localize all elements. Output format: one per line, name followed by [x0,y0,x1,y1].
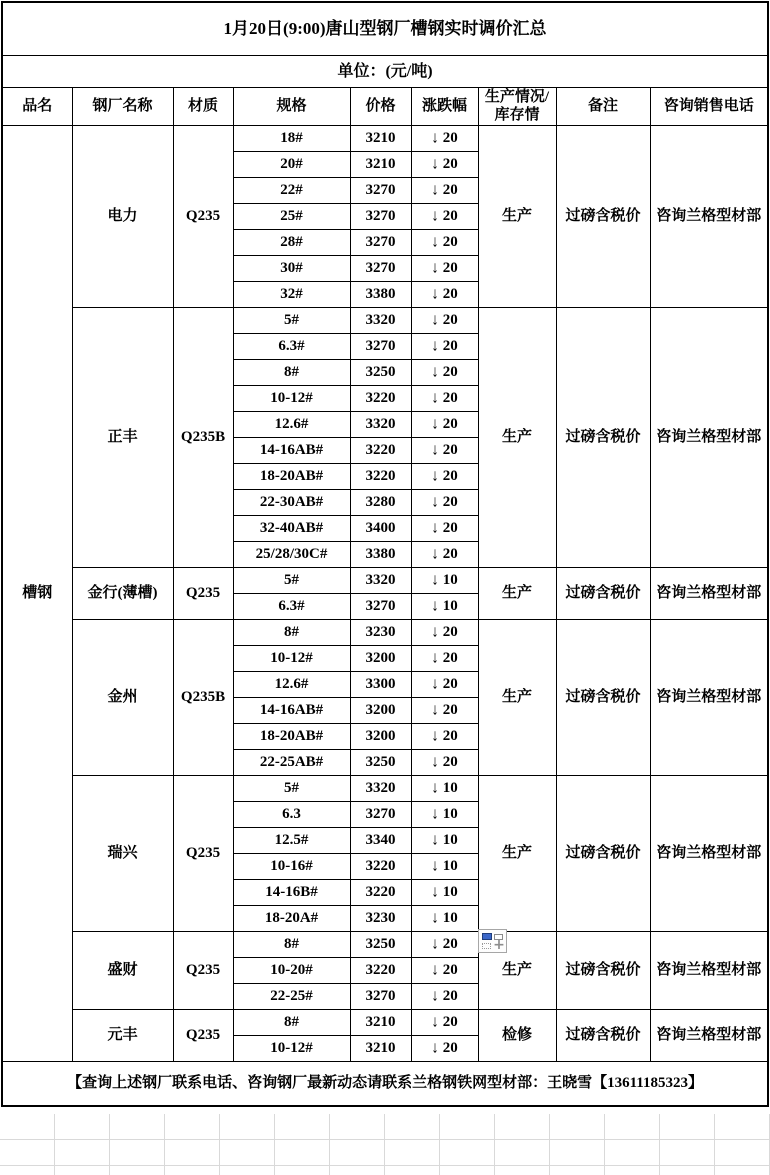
down-arrow-icon: ↓ [431,675,439,693]
change-cell [411,620,478,646]
spec-cell: 10-12# [233,646,350,672]
change-value: 20 [442,936,458,953]
down-arrow-icon: ↓ [431,441,439,459]
price-table [1,1,769,1107]
price-cell: 3200 [350,698,411,724]
material-cell: Q235 [173,568,233,620]
down-arrow-icon: ↓ [431,987,439,1005]
factory-name-cell: 金州 [72,620,173,776]
change-cell [411,490,478,516]
price-cell: 3270 [350,204,411,230]
change-value: 10 [442,780,458,797]
down-arrow-icon: ↓ [431,519,439,537]
price-cell: 3300 [350,672,411,698]
change-cell [411,802,478,828]
col-header-spec: 规格 [233,88,350,126]
down-arrow-icon: ↓ [431,155,439,173]
price-cell: 3230 [350,906,411,932]
col-header-remark: 备注 [556,88,650,126]
change-cell [411,724,478,750]
price-cell: 3210 [350,126,411,152]
down-arrow-icon: ↓ [431,467,439,485]
down-arrow-icon: ↓ [431,415,439,433]
change-value: 20 [442,520,458,537]
spec-cell: 6.3 [233,802,350,828]
spec-cell: 32# [233,282,350,308]
status-cell: 生产 [478,568,556,620]
empty-cells-gridlines [0,1114,770,1175]
down-arrow-icon: ↓ [431,363,439,381]
change-value: 20 [442,208,458,225]
change-value: 20 [442,156,458,173]
price-cell: 3270 [350,256,411,282]
price-cell: 3200 [350,724,411,750]
down-arrow-icon: ↓ [431,857,439,875]
change-value: 20 [442,130,458,147]
down-arrow-icon: ↓ [431,311,439,329]
price-cell: 3400 [350,516,411,542]
down-arrow-icon: ↓ [431,961,439,979]
table-header-row [2,88,768,126]
factory-name-cell: 瑞兴 [72,776,173,932]
down-arrow-icon: ↓ [431,493,439,511]
spec-cell: 5# [233,776,350,802]
change-value: 20 [442,728,458,745]
paste-options-plus-icon: + [493,937,505,953]
down-arrow-icon: ↓ [431,1039,439,1057]
table-row [2,568,768,594]
spec-cell: 22-25# [233,984,350,1010]
spec-cell: 18-20AB# [233,724,350,750]
spec-cell: 14-16AB# [233,698,350,724]
col-header-change: 涨跌幅 [411,88,478,126]
spec-cell: 12.5# [233,828,350,854]
price-cell: 3230 [350,620,411,646]
remark-cell: 过磅含税价 [556,568,650,620]
change-cell [411,906,478,932]
paste-options-dashed-rect-icon [482,943,491,949]
price-cell: 3320 [350,412,411,438]
change-value: 10 [442,858,458,875]
down-arrow-icon: ↓ [431,571,439,589]
change-value: 20 [442,546,458,563]
down-arrow-icon: ↓ [431,831,439,849]
down-arrow-icon: ↓ [431,207,439,225]
change-cell [411,542,478,568]
change-cell [411,282,478,308]
status-cell: 生产 [478,932,556,1010]
down-arrow-icon: ↓ [431,285,439,303]
spec-cell: 22-30AB# [233,490,350,516]
change-value: 20 [442,1040,458,1057]
price-cell: 3220 [350,438,411,464]
change-value: 20 [442,624,458,641]
factory-name-cell: 元丰 [72,1010,173,1062]
spec-cell: 5# [233,308,350,334]
material-cell: Q235 [173,932,233,1010]
price-cell: 3250 [350,750,411,776]
price-cell: 3250 [350,932,411,958]
change-value: 20 [442,676,458,693]
price-cell: 3340 [350,828,411,854]
down-arrow-icon: ↓ [431,337,439,355]
change-cell [411,828,478,854]
change-cell [411,932,478,958]
spec-cell: 14-16AB# [233,438,350,464]
change-cell [411,1036,478,1062]
spec-cell: 22-25AB# [233,750,350,776]
change-cell [411,958,478,984]
change-cell [411,308,478,334]
change-value: 10 [442,910,458,927]
contact-cell: 咨询兰格型材部 [650,568,768,620]
spec-cell: 8# [233,932,350,958]
status-cell: 生产 [478,126,556,308]
spec-cell: 25/28/30C# [233,542,350,568]
table-row [2,56,768,88]
change-cell [411,464,478,490]
table-row [2,1062,768,1107]
footer-notice: 【查询上述钢厂联系电话、咨询钢厂最新动态请联系兰格钢铁网型材部：王晓雪【13611185323】 [2,1062,768,1107]
table-row [2,2,768,56]
price-cell: 3380 [350,282,411,308]
factory-name-cell: 金行(薄槽) [72,568,173,620]
change-cell [411,568,478,594]
change-value: 20 [442,312,458,329]
spec-cell: 10-12# [233,1036,350,1062]
change-value: 20 [442,988,458,1005]
down-arrow-icon: ↓ [431,623,439,641]
change-cell [411,750,478,776]
page-title: 1月20日(9:00)唐山型钢厂槽钢实时调价汇总 [2,2,768,56]
change-cell [411,1010,478,1036]
col-header-status: 生产情况/库存情 [478,88,556,126]
table-row [2,932,768,958]
remark-cell: 过磅含税价 [556,776,650,932]
spec-cell: 6.3# [233,334,350,360]
price-cell: 3320 [350,568,411,594]
down-arrow-icon: ↓ [431,805,439,823]
price-cell: 3280 [350,490,411,516]
change-value: 10 [442,572,458,589]
change-value: 10 [442,884,458,901]
spec-cell: 14-16B# [233,880,350,906]
down-arrow-icon: ↓ [431,701,439,719]
change-value: 20 [442,338,458,355]
contact-cell: 咨询兰格型材部 [650,932,768,1010]
change-value: 20 [442,962,458,979]
material-cell: Q235B [173,308,233,568]
spec-cell: 5# [233,568,350,594]
change-cell [411,880,478,906]
change-value: 20 [442,364,458,381]
down-arrow-icon: ↓ [431,597,439,615]
contact-cell: 咨询兰格型材部 [650,1010,768,1062]
price-cell: 3210 [350,1036,411,1062]
spec-cell: 8# [233,1010,350,1036]
change-value: 20 [442,1014,458,1031]
change-cell [411,360,478,386]
table-row [2,308,768,334]
change-cell [411,126,478,152]
down-arrow-icon: ↓ [431,233,439,251]
spec-cell: 30# [233,256,350,282]
table-row [2,1010,768,1036]
col-header-product: 品名 [2,88,72,126]
price-cell: 3320 [350,308,411,334]
remark-cell: 过磅含税价 [556,620,650,776]
price-cell: 3250 [350,360,411,386]
paste-options-button[interactable] [478,929,507,953]
change-value: 20 [442,260,458,277]
price-cell: 3220 [350,958,411,984]
spec-cell: 18# [233,126,350,152]
change-cell [411,516,478,542]
status-cell: 生产 [478,776,556,932]
contact-cell: 咨询兰格型材部 [650,620,768,776]
spec-cell: 10-20# [233,958,350,984]
table-row [2,620,768,646]
down-arrow-icon: ↓ [431,1013,439,1031]
material-cell: Q235 [173,1010,233,1062]
col-header-contact: 咨询销售电话 [650,88,768,126]
unit-label: 单位：(元/吨) [2,56,768,88]
change-cell [411,230,478,256]
change-cell [411,386,478,412]
change-value: 20 [442,442,458,459]
spec-cell: 32-40AB# [233,516,350,542]
spec-cell: 20# [233,152,350,178]
change-cell [411,854,478,880]
remark-cell: 过磅含税价 [556,932,650,1010]
change-value: 20 [442,286,458,303]
status-cell: 检修 [478,1010,556,1062]
remark-cell: 过磅含税价 [556,1010,650,1062]
change-cell [411,594,478,620]
product-name-cell: 槽钢 [2,126,72,1062]
down-arrow-icon: ↓ [431,935,439,953]
price-cell: 3220 [350,854,411,880]
change-cell [411,698,478,724]
price-cell: 3270 [350,594,411,620]
price-cell: 3200 [350,646,411,672]
price-cell: 3220 [350,464,411,490]
down-arrow-icon: ↓ [431,753,439,771]
change-value: 20 [442,650,458,667]
spec-cell: 8# [233,620,350,646]
spec-cell: 8# [233,360,350,386]
change-value: 10 [442,832,458,849]
contact-cell: 咨询兰格型材部 [650,126,768,308]
down-arrow-icon: ↓ [431,181,439,199]
down-arrow-icon: ↓ [431,129,439,147]
col-header-material: 材质 [173,88,233,126]
change-value: 20 [442,754,458,771]
down-arrow-icon: ↓ [431,389,439,407]
remark-cell: 过磅含税价 [556,308,650,568]
price-cell: 3270 [350,334,411,360]
price-cell: 3210 [350,1010,411,1036]
price-cell: 3270 [350,178,411,204]
down-arrow-icon: ↓ [431,259,439,277]
change-cell [411,984,478,1010]
factory-name-cell: 电力 [72,126,173,308]
spec-cell: 10-16# [233,854,350,880]
spec-cell: 18-20A# [233,906,350,932]
table-row [2,126,768,152]
price-cell: 3320 [350,776,411,802]
change-cell [411,204,478,230]
spec-cell: 6.3# [233,594,350,620]
down-arrow-icon: ↓ [431,883,439,901]
down-arrow-icon: ↓ [431,909,439,927]
spec-cell: 25# [233,204,350,230]
spec-cell: 28# [233,230,350,256]
change-cell [411,412,478,438]
remark-cell: 过磅含税价 [556,126,650,308]
price-cell: 3270 [350,984,411,1010]
col-header-factory: 钢厂名称 [72,88,173,126]
price-cell: 3380 [350,542,411,568]
change-value: 20 [442,702,458,719]
material-cell: Q235 [173,776,233,932]
change-value: 20 [442,390,458,407]
factory-name-cell: 正丰 [72,308,173,568]
change-cell [411,256,478,282]
spec-cell: 18-20AB# [233,464,350,490]
contact-cell: 咨询兰格型材部 [650,776,768,932]
change-value: 10 [442,598,458,615]
price-cell: 3220 [350,880,411,906]
status-cell: 生产 [478,620,556,776]
change-value: 20 [442,416,458,433]
down-arrow-icon: ↓ [431,727,439,745]
material-cell: Q235 [173,126,233,308]
down-arrow-icon: ↓ [431,779,439,797]
price-cell: 3220 [350,386,411,412]
change-cell [411,438,478,464]
spec-cell: 12.6# [233,672,350,698]
change-value: 20 [442,468,458,485]
change-cell [411,152,478,178]
change-value: 20 [442,494,458,511]
price-cell: 3270 [350,802,411,828]
paste-options-blue-rect-icon [482,933,492,940]
change-cell [411,672,478,698]
change-cell [411,646,478,672]
down-arrow-icon: ↓ [431,545,439,563]
change-cell [411,776,478,802]
spec-cell: 12.6# [233,412,350,438]
change-value: 20 [442,234,458,251]
spec-cell: 10-12# [233,386,350,412]
change-cell [411,334,478,360]
spec-cell: 22# [233,178,350,204]
contact-cell: 咨询兰格型材部 [650,308,768,568]
price-cell: 3210 [350,152,411,178]
status-cell: 生产 [478,308,556,568]
change-cell [411,178,478,204]
down-arrow-icon: ↓ [431,649,439,667]
change-value: 20 [442,182,458,199]
material-cell: Q235B [173,620,233,776]
change-value: 10 [442,806,458,823]
factory-name-cell: 盛财 [72,932,173,1010]
table-row [2,776,768,802]
col-header-price: 价格 [350,88,411,126]
price-cell: 3270 [350,230,411,256]
